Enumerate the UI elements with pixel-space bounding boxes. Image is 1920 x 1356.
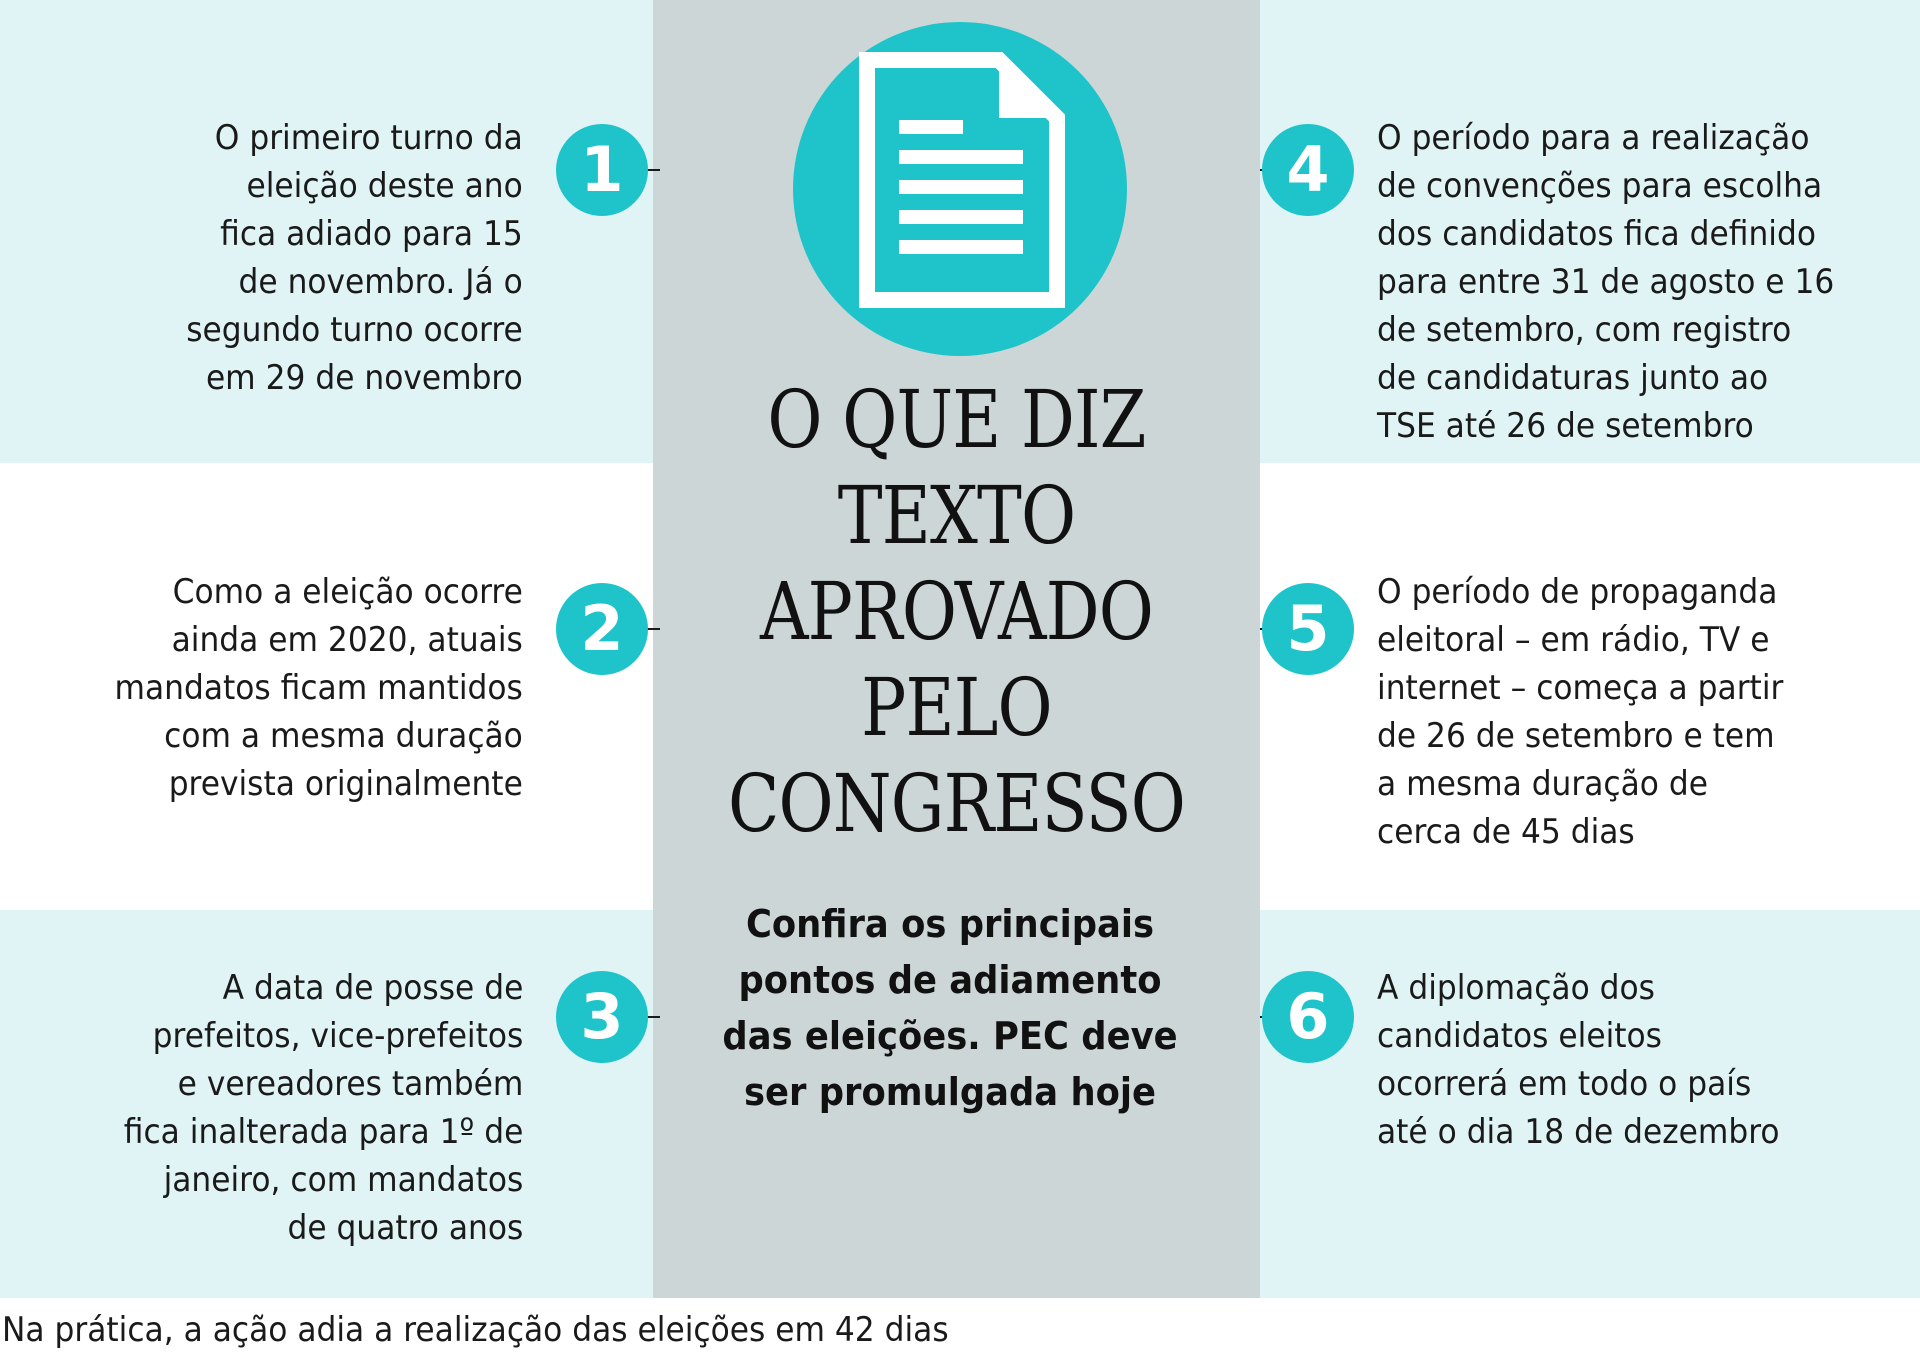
item-5-text xyxy=(1377,568,1783,856)
item-line: de convenções para escolha xyxy=(1377,166,1823,206)
item-line: cerca de 45 dias xyxy=(1377,812,1635,852)
subtitle-line: ser promulgada hoje xyxy=(744,1070,1156,1114)
item-line: para entre 31 de agosto e 16 xyxy=(1377,262,1835,302)
headline xyxy=(702,372,1212,852)
item-line: janeiro, com mandatos xyxy=(163,1160,523,1200)
subtitle-line: pontos de adiamento xyxy=(738,958,1162,1002)
number-badge-2: 2 xyxy=(556,583,648,675)
subtitle-line: Confira os principais xyxy=(745,902,1155,946)
item-line: fica adiado para 15 xyxy=(220,214,523,254)
headline-line: TEXTO xyxy=(837,469,1076,562)
item-line: com a mesma duração xyxy=(164,716,523,756)
item-line: ocorrerá em todo o país xyxy=(1377,1064,1752,1104)
number-badge-3: 3 xyxy=(556,971,648,1063)
item-4-text xyxy=(1377,114,1834,450)
item-line: O período de propaganda xyxy=(1377,572,1778,612)
item-line: ainda em 2020, atuais xyxy=(171,620,523,660)
item-line: O período para a realização xyxy=(1377,118,1810,158)
item-line: e vereadores também xyxy=(177,1064,523,1104)
item-line: eleitoral – em rádio, TV e xyxy=(1377,620,1770,660)
document-icon xyxy=(793,22,1127,356)
item-line: de candidaturas junto ao xyxy=(1377,358,1769,398)
item-line: candidatos eleitos xyxy=(1377,1016,1662,1056)
item-line: de setembro, com registro xyxy=(1377,310,1792,350)
item-line: fica inalterada para 1º de xyxy=(123,1112,523,1152)
item-line: Como a eleição ocorre xyxy=(172,572,523,612)
item-line: dos candidatos fica definido xyxy=(1377,214,1816,254)
item-line: A diplomação dos xyxy=(1377,968,1655,1008)
item-line: a mesma duração de xyxy=(1377,764,1708,804)
number-badge-4: 4 xyxy=(1262,124,1354,216)
item-1-text xyxy=(187,114,523,402)
item-line: prefeitos, vice-prefeitos xyxy=(152,1016,523,1056)
headline-line: APROVADO xyxy=(759,565,1153,658)
item-line: de novembro. Já o xyxy=(238,262,523,302)
item-line: eleição deste ano xyxy=(246,166,523,206)
headline-line: O QUE DIZ xyxy=(767,373,1146,466)
item-line: segundo turno ocorre xyxy=(186,310,523,350)
item-line: TSE até 26 de setembro xyxy=(1377,406,1754,446)
number-badge-1: 1 xyxy=(556,124,648,216)
item-line: A data de posse de xyxy=(222,968,523,1008)
item-line: até o dia 18 de dezembro xyxy=(1377,1112,1780,1152)
subtitle-line: das eleições. PEC deve xyxy=(722,1014,1178,1058)
item-line: de 26 de setembro e tem xyxy=(1377,716,1775,756)
headline-line: CONGRESSO xyxy=(727,757,1186,850)
item-line: de quatro anos xyxy=(287,1208,523,1248)
subtitle xyxy=(708,896,1192,1120)
footer-note: Na prática, a ação adia a realização das eleições em 42 dias xyxy=(2,1310,949,1350)
number-badge-5: 5 xyxy=(1262,583,1354,675)
item-line: em 29 de novembro xyxy=(206,358,523,398)
number-badge-6: 6 xyxy=(1262,971,1354,1063)
item-2-text xyxy=(115,568,523,808)
item-line: mandatos ficam mantidos xyxy=(114,668,523,708)
headline-line: PELO xyxy=(861,661,1052,754)
item-line: prevista originalmente xyxy=(168,764,523,804)
item-line: internet – começa a partir xyxy=(1377,668,1784,708)
item-line: O primeiro turno da xyxy=(215,118,524,158)
item-3-text xyxy=(123,964,523,1252)
item-6-text xyxy=(1377,964,1780,1156)
